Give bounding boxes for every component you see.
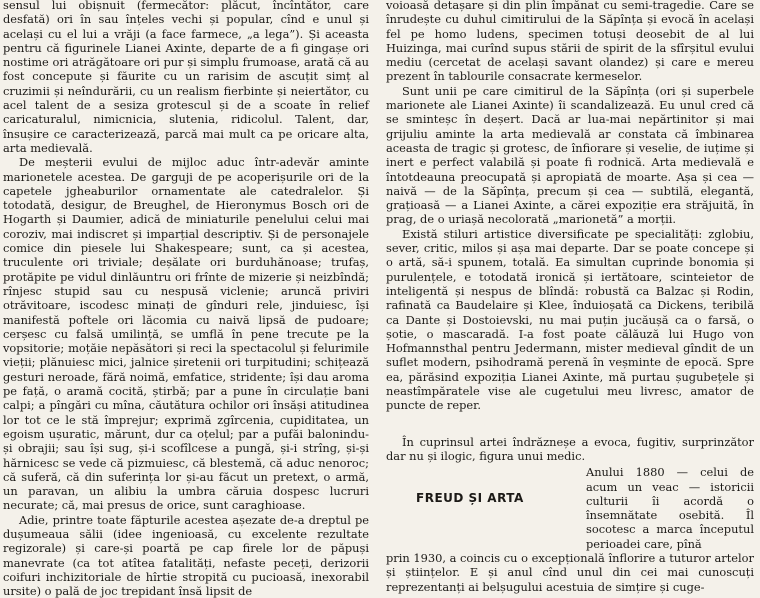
paragraph: sensul lui obișnuit (fermecător: plăcut, încîntător, care desfată) ori în sau înțeles vechi și popular, cînd e unul și același cu el lui a vrăji (a face farmece, „a lega”). Și aceasta pentru că figurinele Lianei Axinte, departe de a fi gingașe ori nostime ori atrăgătoare ori pur și simplu frumoase, arată că au fost concepute și făurite cu un rarisim de ascuțit simț al cruzimii și neîndurării, cu un realism fierbinte și neiertător, cu acel talent de a sesiza grotescul și de a scoate în relief caricaturalul, nimicnicia, slutenia, ridicolul. Talent, dar, însușire ce caracterizează, parcă mai mult ca pe oricare alta, arta medievală. bbox=[3, 0, 369, 155]
paragraph: Adie, printre toate făpturile acestea așezate de-a dreptul pe dușumeaua sălii (idee ingenioasă, cu excelente rezultate regizorale) și care-și poartă pe cap firele lor de păpuși manevrate (ca tot atîtea fatalități, nefaste peceți, derizorii coifuri inchizitoriale de hîrtie stropită cu pucioasă, inexorabil ursite) o pală de joc trepidant însă lipsit de bbox=[3, 512, 369, 598]
section-body: prin 1930, a coincis cu o excepțională înflorire a tuturor artelor și științelor. E și anul cînd unul din cei mai cunoscuți reprezentanți ai belșugului acestuia de simțire și cuge- bbox=[386, 550, 754, 594]
right-column bbox=[386, 0, 754, 594]
paragraph: voioasă detașare și din plin împănat cu semi-tragedie. Care se înrudește cu duhul cimitirului de la Săpînța și evocă în același fel pe homo ludens, specimen totuși deosebit de al lui Huizinga, mai curînd supus stării de spirit de la sfîrșitul evului mediu (cercetat de același savant olandez) și care e mereu prezent în tablourile consacrate kermeselor. bbox=[386, 0, 754, 84]
freud-section bbox=[386, 465, 754, 594]
left-column bbox=[3, 0, 369, 598]
section-lead: Anului 1880 — celui de acum un veac — istoricii culturii îi acordă o însemnătate osebită. Îl socotesc a marca începutul perioadei care, pînă bbox=[586, 465, 754, 551]
paragraph: Există stiluri artistice diversificate pe specialități: zglobiu, sever, critic, milos și așa mai departe. Dar se poate concepe și o artă, să-i spunem, totală. Ea simultan cuprinde bonomia și purulențele, e totodată ironică și iertătoare, scinteietor de inteligentă și nespus de blîndă: robustă ca Balzac și Rodin, rafinată ca Baudelaire și Klee, înduioșată ca Dickens, teribilă ca Dante și Dostoievski, nu mai puțin jucăușă ca o farsă, o șotie, o mascaradă. I-a fost poate călăuză lui Hugo von Hofmannsthal pentru Jedermann, mister medieval gîndit de un suflet modern, psihodramă perenă în veșminte de epocă. Spre ea, părăsind expoziția Lianei Axinte, mă purtau șugubețele și neastîmpăratele vise ale cugetului meu livresc, amator de puncte de reper. bbox=[386, 226, 754, 413]
paragraph: De meșterii evului de mijloc aduc într-adevăr aminte marionetele acestea. De garguji de pe acoperișurile ori de la capetele jgheaburilor ornamentate ale catedralelor. Și totodată, desigur, de Breughel, de Hieronymus Bosch ori de Hogarth și Daumier, adică de miniaturile penelului celui mai coroziv, mai indiscret și imparțial descriptiv. Și de personajele comice din piesele lui Shakespeare; sunt, ca și acestea, truculente ori triviale; deșălate ori burduhănoase; trufaș, protăpite pe vidul dinlăuntru ori frînte de mizerie și neizbîndă; rînjesc stupid sau cu nespusă viclenie; aruncă priviri otrăvitoare, iscodesc minați de gînduri rele, jinduiesc, își manifestă poftele ori lăcomia cu naivă lipsă de pudoare; cerșesc cu falsă umilință, se umflă în pene trecute pe la vopsitorie; moțăie nepăsători și reci la spectacolul și felurimile vieții; plănuiesc mici, jalnice șiretenii ori turpitudini; schițează gesturi neroade, fără noimă, emfatice, stridente; își dau aroma pe față, o aramă cocită, știrbă; par a pune în circulație bani calpi; a pîngări cu mîna, căutătura ochilor ori însăși atitudinea lor tot ce le stă împrejur; exprimă zgîrcenia, cupiditatea, un egoism ușuratic, mărunt, dur ca oțelul; par a pufăi balonindu-și obrajii; sau își sug, și-i scofîlcese a pungă, și-i strîng, și-și hărnicesc se vede că pizmuiesc, că blestemă, că aduc nenoroc; că suferă, că din suferința lor și-au făcut un pretext, o armă, un paravan, un alibiu la umbra căruia dospesc lucruri necurate; că, mai presus de orice, sunt caraghioase. bbox=[3, 155, 369, 513]
section-heading: FREUD ȘI ARTA bbox=[416, 491, 524, 506]
paragraph: În cuprinsul artei îndrăzneșe a evoca, fugitiv, surprinzător dar nu și ilogic, figura unui medic. bbox=[386, 434, 754, 463]
paragraph: Sunt unii pe care cimitirul de la Săpînța (ori și superbele marionete ale Lianei Axinte) îi scandalizează. Eu unul cred că se sminteșc în deșert. Dacă ar lua-mai nepărtinitor și mai grijuliu aminte la arta medievală ar constata că îmbinarea aceasta de tragic și grotesc, de înfiorare și veselie, de iuțime și inert e perfect valabilă și poate fi rodnică. Arta medievală e întotdeauna preocupată și apropiată de moarte. Așa și cea — naivă — de la Săpînța, precum și cea — subtilă, elegantă, grațioasă — a Lianei Axinte, a cărei expoziție era străjuită, în prag, de o uriașă necolorată „marionetă” a morții. bbox=[386, 83, 754, 227]
